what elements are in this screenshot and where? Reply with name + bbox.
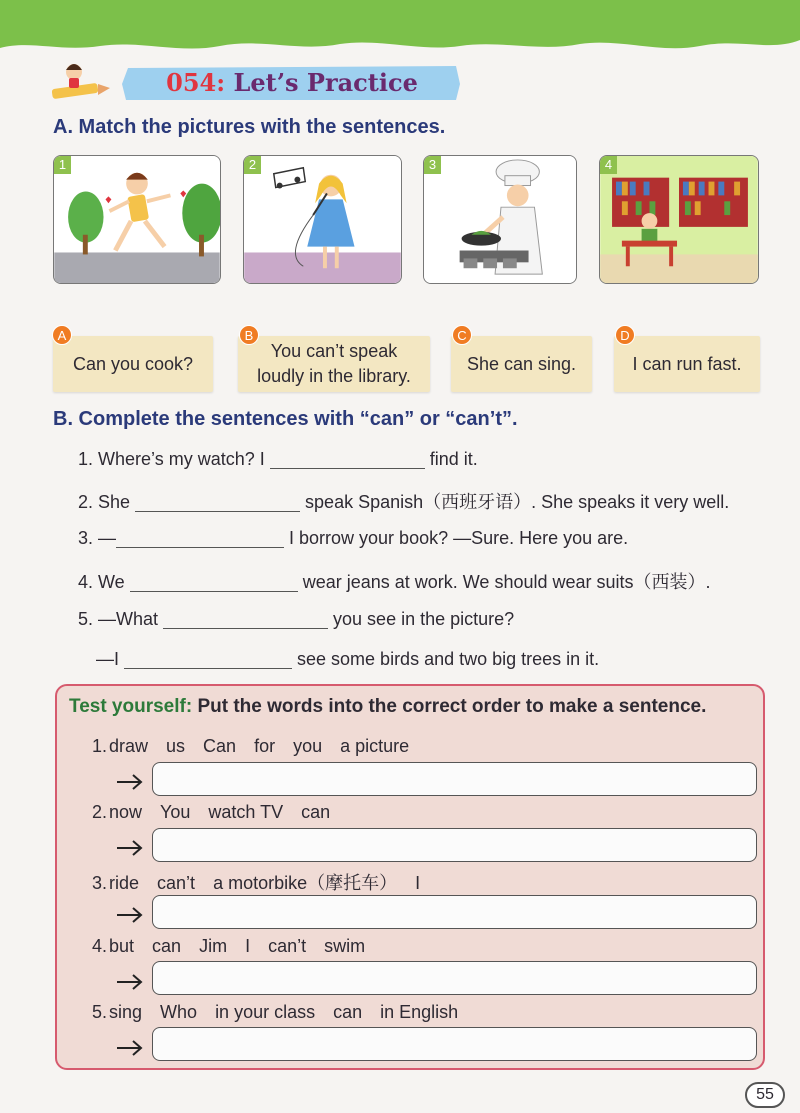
word-chip: for	[254, 736, 276, 756]
item-text-before: 5. —What	[78, 609, 164, 629]
sentence-card-d	[614, 336, 760, 392]
word-chip: watch TV	[208, 802, 284, 822]
word-row-3	[92, 869, 438, 895]
word-row-4	[92, 936, 383, 957]
test-instruction: Put the words into the correct order to make a sentence.	[192, 696, 707, 717]
test-yourself-box	[55, 684, 765, 1070]
fill-item-5-answer	[96, 649, 599, 670]
card-text: I can run fast.	[632, 353, 742, 374]
word-chip: can’t	[157, 873, 196, 893]
picture-number: 2	[244, 156, 261, 174]
picture-number: 1	[54, 156, 71, 174]
answer-box-5[interactable]	[152, 1027, 757, 1061]
picture-number: 3	[424, 156, 441, 174]
word-chip: in English	[380, 1002, 459, 1022]
running-boy-illustration	[54, 156, 220, 283]
word-row-5	[92, 1002, 476, 1023]
word-row-2	[92, 802, 348, 823]
pencil-girl-mascot-icon	[52, 58, 112, 106]
fill-item-4	[78, 568, 711, 594]
word-chip: You	[160, 802, 191, 822]
fill-item-3	[78, 528, 628, 549]
sentence-card-b	[238, 336, 430, 392]
word-chip: us	[166, 736, 186, 756]
singing-girl-illustration	[244, 156, 401, 283]
word-chip: I	[245, 936, 251, 956]
answer-blank[interactable]	[124, 651, 292, 669]
picture-4-library	[599, 155, 759, 284]
word-chip: swim	[324, 936, 366, 956]
item-text-after: speak Spanish（西班牙语）. She speaks it very well.	[300, 492, 730, 512]
item-number: 2.	[92, 802, 108, 822]
sentence-card-a	[53, 336, 213, 392]
word-chip: can	[301, 802, 331, 822]
page-number: 55	[745, 1082, 785, 1108]
word-chip: a motorbike（摩托车）	[213, 873, 398, 893]
item-number: 1.	[92, 736, 108, 756]
answer-blank[interactable]	[130, 574, 298, 592]
item-text-after: wear jeans at work. We should wear suits（西装）.	[297, 572, 711, 592]
item-number: 3.	[92, 873, 108, 893]
picture-2-singing-girl	[243, 155, 402, 284]
test-heading	[69, 696, 706, 718]
word-chip: can’t	[268, 936, 307, 956]
test-lead: Test yourself:	[69, 696, 193, 717]
card-letter-badge: A	[52, 325, 72, 345]
word-chip: Can	[203, 736, 237, 756]
card-text: You can’t speak loudly in the library.	[257, 341, 411, 386]
picture-1-running-boy	[53, 155, 221, 284]
word-chip: but	[109, 936, 135, 956]
card-text: She can sing.	[466, 353, 577, 374]
fill-item-1	[78, 449, 478, 470]
word-chip: Jim	[199, 936, 228, 956]
right-arrow-icon	[115, 1038, 145, 1058]
item-text-after: you see in the picture?	[328, 609, 515, 629]
answer-box-4[interactable]	[152, 961, 757, 995]
word-chip: sing	[109, 1002, 143, 1022]
answer-blank[interactable]	[116, 530, 284, 548]
picture-3-cook	[423, 155, 577, 284]
section-b-heading: B. Complete the sentences with “can” or “can’t”.	[53, 408, 518, 430]
answer-box-3[interactable]	[152, 895, 757, 929]
word-chip: can	[333, 1002, 363, 1022]
card-letter-badge: B	[239, 325, 259, 345]
lesson-title-text: Let’s Practice	[225, 68, 418, 97]
word-chip: in your class	[215, 1002, 316, 1022]
answer-box-2[interactable]	[152, 828, 757, 862]
cook-illustration	[424, 156, 576, 283]
word-chip: I	[415, 873, 421, 893]
word-chip: a picture	[340, 736, 410, 756]
item-text-before: 3. —	[78, 528, 117, 548]
answer-box-1[interactable]	[152, 762, 757, 796]
word-chip: now	[109, 802, 143, 822]
word-chip: ride	[109, 873, 140, 893]
right-arrow-icon	[115, 838, 145, 858]
item-text-before: 1. Where’s my watch? I	[78, 449, 270, 469]
card-text: Can you cook?	[72, 353, 194, 374]
word-chip: can	[152, 936, 182, 956]
item-text-before: —I	[96, 649, 125, 669]
answer-blank[interactable]	[163, 611, 328, 629]
answer-blank[interactable]	[135, 494, 300, 512]
item-number: 5.	[92, 1002, 108, 1022]
word-chip: draw	[109, 736, 149, 756]
sentence-card-c	[451, 336, 592, 392]
word-chip: you	[293, 736, 323, 756]
item-text-after: find it.	[424, 449, 478, 469]
word-chip: Who	[160, 1002, 198, 1022]
word-row-1	[92, 736, 427, 757]
picture-number: 4	[600, 156, 617, 174]
fill-item-2	[78, 488, 729, 514]
item-text-after: I borrow your book? —Sure. Here you are.	[284, 528, 629, 548]
fill-item-5-question	[78, 609, 514, 630]
lesson-header	[52, 58, 422, 108]
item-text-before: 2. She	[78, 492, 136, 512]
lesson-number: 054:	[166, 68, 226, 97]
lesson-title	[122, 64, 462, 102]
item-text-before: 4. We	[78, 572, 130, 592]
library-illustration	[600, 156, 758, 283]
item-number: 4.	[92, 936, 108, 956]
section-a-heading: A. Match the pictures with the sentences.	[53, 116, 446, 138]
answer-blank[interactable]	[270, 451, 425, 469]
card-letter-badge: C	[452, 325, 472, 345]
right-arrow-icon	[115, 905, 145, 925]
right-arrow-icon	[115, 972, 145, 992]
right-arrow-icon	[115, 772, 145, 792]
item-text-after: see some birds and two big trees in it.	[292, 649, 600, 669]
top-green-band	[0, 0, 800, 60]
card-letter-badge: D	[615, 325, 635, 345]
